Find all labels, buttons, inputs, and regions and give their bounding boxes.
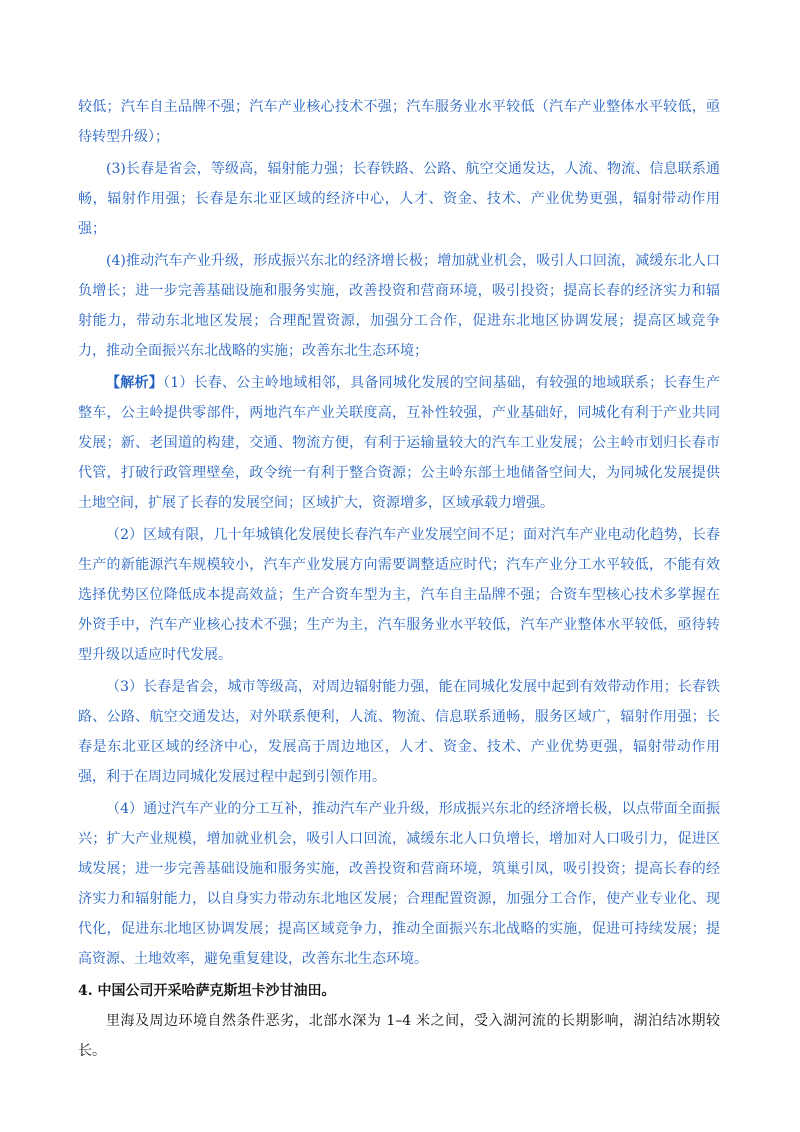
analysis-paragraph-2: （2）区域有限，几十年城镇化发展使长春汽车产业发展空间不足；面对汽车产业电动化趋势，长春生产的新能源汽车规模较小，汽车产业发展方向需要调整适应时代；汽车产业分工水平较低，不能有效选择优势区位降低成本提高效益；生产合资车型为主，汽车自主品牌不强；合资车型核心技术多掌握在外资手中，汽车产业核心技术不强；生产为主，汽车服务业水平较低，汽车产业整体水平较低，亟待转型升级以适应时代发展。 xyxy=(78,527,720,663)
analysis-text-1: （1）长春、公主岭地域相邻，具备同城化发展的空间基础，有较强的地域联系；长春生产整车，公主岭提供零部件，两地汽车产业关联度高，互补性较强，产业基础好，同城化有利于产业共同发展；新、老国道的构建，交通、物流方便，有利于运输量较大的汽车工业发展；公主岭市划归长春市代管，打破行政管理壁垒，政令统一有利于整合资源；公主岭东部土地储备空间大，为同城化发展提供土地空间，扩展了长春的发展空间；区域扩大，资源增多，区域承载力增强。 xyxy=(78,375,721,511)
analysis-label: 【解析】 xyxy=(106,375,163,391)
question-4-intro: 里海及周边环境自然条件恶劣，北部水深为 1–4 米之间，受入湖河流的长期影响，湖泊结冰期较长。 xyxy=(78,1013,720,1059)
answer-paragraph-1-continued: 较低；汽车自主品牌不强；汽车产业核心技术不强；汽车服务业水平较低（汽车产业整体水平较低，亟待转型升级）； xyxy=(78,99,720,145)
question-4-heading: 4. 中国公司开采哈萨克斯坦卡沙甘油田。 xyxy=(78,983,336,999)
analysis-paragraph-1 xyxy=(78,368,720,518)
analysis-paragraph-4: （4）通过汽车产业的分工互补，推动汽车产业升级，形成振兴东北的经济增长极，以点带面全面振兴；扩大产业规模，增加就业机会，吸引人口回流，减缓东北人口负增长，增加对人口吸引力，促进区域发展；进一步完善基础设施和服务实施，改善投资和营商环境，筑巢引凤，吸引投资；提高长春的经济实力和辐射能力，以自身实力带动东北地区发展；合理配置资源，加强分工合作，使产业专业化、现代化，促进东北地区协调发展；提高区域竞争力，推动全面振兴东北战略的实施，促进可持续发展；提高资源、土地效率，避免重复建设，改善东北生态环境。 xyxy=(78,801,720,967)
answer-paragraph-3: (3)长春是省会，等级高，辐射能力强；长春铁路、公路、航空交通发达，人流、物流、信息联系通畅，辐射作用强；长春是东北亚区域的经济中心，人才、资金、技术、产业优势更强，辐射带动作用强； xyxy=(78,161,720,237)
answer-paragraph-4: (4)推动汽车产业升级，形成振兴东北的经济增长极；增加就业机会，吸引人口回流，减缓东北人口负增长；进一步完善基础设施和服务实施，改善投资和营商环境，吸引投资；提高长春的经济实力和辐射能力，带动东北地区发展；合理配置资源，加强分工合作，促进东北地区协调发展；提高区域竞争力，推动全面振兴东北战略的实施；改善东北生态环境； xyxy=(78,253,720,359)
analysis-paragraph-3: （3）长春是省会，城市等级高，对周边辐射能力强，能在同城化发展中起到有效带动作用；长春铁路、公路、航空交通发达，对外联系便利，人流、物流、信息联系通畅，服务区域广，辐射作用强；长春是东北亚区域的经济中心，发展高于周边地区，人才、资金、技术、产业优势更强，辐射带动作用强，利于在周边同城化发展过程中起到引领作用。 xyxy=(78,679,720,785)
